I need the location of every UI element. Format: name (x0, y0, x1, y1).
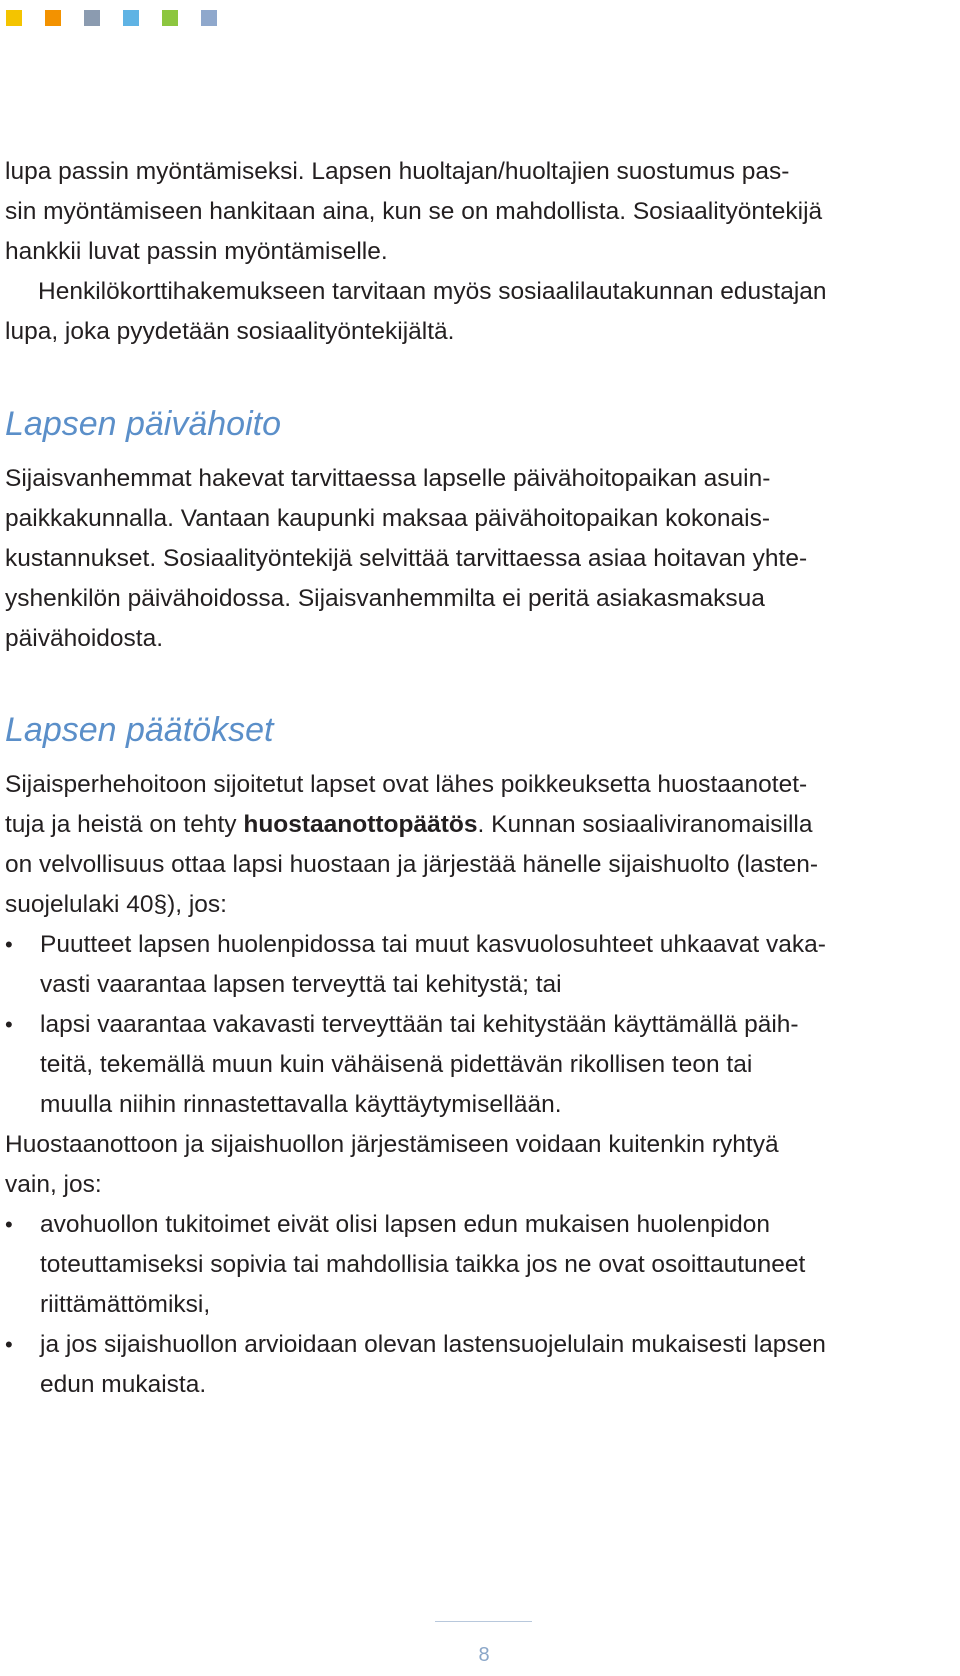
text-line: lupa passin myöntämiseksi. Lapsen huoltajan/huoltajien suostumus pas- (5, 158, 790, 185)
text-line: Puutteet lapsen huolenpidossa tai muut kasvuolosuhteet uhkaavat vaka- (40, 931, 826, 958)
bullet-icon: • (5, 932, 13, 957)
text-line: on velvollisuus ottaa lapsi huostaan ja järjestää hänelle sijaishuolto (lasten- (5, 851, 819, 878)
text-span: tuja ja heistä on tehty (5, 811, 244, 838)
color-square (6, 10, 22, 26)
list-item (5, 1325, 826, 1405)
text-line (5, 805, 826, 845)
text-line: vain, jos: (5, 1171, 102, 1198)
text-line: Sijaisvanhemmat hakevat tarvittaessa lapselle päivähoitopaikan asuin- (5, 465, 771, 492)
text-line: suojelulaki 40§), jos: (5, 891, 227, 918)
bullet-icon: • (5, 1332, 13, 1357)
text-line: Sijaisperhehoitoon sijoitetut lapset ovat lähes poikkeuksetta huostaanotet- (5, 771, 808, 798)
list-item (5, 1005, 826, 1125)
bullet-list-2 (5, 1205, 826, 1405)
bold-term: huostaanottopäätös (243, 811, 478, 838)
page-number: 8 (478, 1644, 490, 1666)
text-span: . Kunnan sosiaaliviranomaisilla (477, 811, 813, 838)
text-line: lapsi vaarantaa vakavasti terveyttään tai kehitystään käyttämällä päih- (40, 1011, 799, 1038)
text-line: muulla niihin rinnastettavalla käyttäytymisellään. (40, 1091, 562, 1118)
intro-paragraph (5, 152, 827, 352)
color-square (201, 10, 217, 26)
text-line: ja jos sijaishuollon arvioidaan olevan lastensuojelulain mukaisesti lapsen (40, 1331, 826, 1358)
text-line: teitä, tekemällä muun kuin vähäisenä pidettävän rikollisen teon tai (40, 1051, 753, 1078)
text-line: kustannukset. Sosiaalityöntekijä selvittää tarvittaessa asiaa hoitavan yhte- (5, 545, 808, 572)
footer-divider (435, 1621, 532, 1622)
section-heading-paivahoito: Lapsen päivähoito (5, 405, 282, 443)
bullet-list-1 (5, 925, 826, 1125)
color-square (162, 10, 178, 26)
section-heading-paatokset: Lapsen päätökset (5, 711, 274, 749)
list-item (5, 925, 826, 1005)
text-line: Huostaanottoon ja sijaishuollon järjestämiseen voidaan kuitenkin ryhtyä (5, 1131, 779, 1158)
text-line: päivähoidosta. (5, 625, 164, 652)
text-line: paikkakunnalla. Vantaan kaupunki maksaa päivähoitopaikan kokonais- (5, 505, 770, 532)
section-paatokset-body (5, 765, 826, 1405)
text-line: edun mukaista. (40, 1371, 207, 1398)
text-line: avohuollon tukitoimet eivät olisi lapsen edun mukaisen huolenpidon (40, 1211, 771, 1238)
color-square (84, 10, 100, 26)
list-item (5, 1205, 826, 1325)
text-line: hankkii luvat passin myöntämiselle. (5, 238, 388, 265)
color-square (45, 10, 61, 26)
bullet-icon: • (5, 1212, 13, 1237)
text-line: lupa, joka pyydetään sosiaalityöntekijältä. (5, 318, 455, 345)
color-square (123, 10, 139, 26)
text-line: toteuttamiseksi sopivia tai mahdollisia taikka jos ne ovat osoittautuneet (40, 1251, 806, 1278)
text-line: Henkilökorttihakemukseen tarvitaan myös sosiaalilautakunnan edustajan (38, 278, 827, 305)
text-line: yshenkilön päivähoidossa. Sijaisvanhemmilta ei peritä asiakasmaksua (5, 585, 765, 612)
section-paivahoito-body (5, 459, 807, 659)
text-line: riittämättömiksi, (40, 1291, 211, 1318)
text-line: sin myöntämiseen hankitaan aina, kun se on mahdollista. Sosiaalityöntekijä (5, 198, 823, 225)
bullet-icon: • (5, 1012, 13, 1037)
text-line: vasti vaarantaa lapsen terveyttä tai kehitystä; tai (40, 971, 562, 998)
